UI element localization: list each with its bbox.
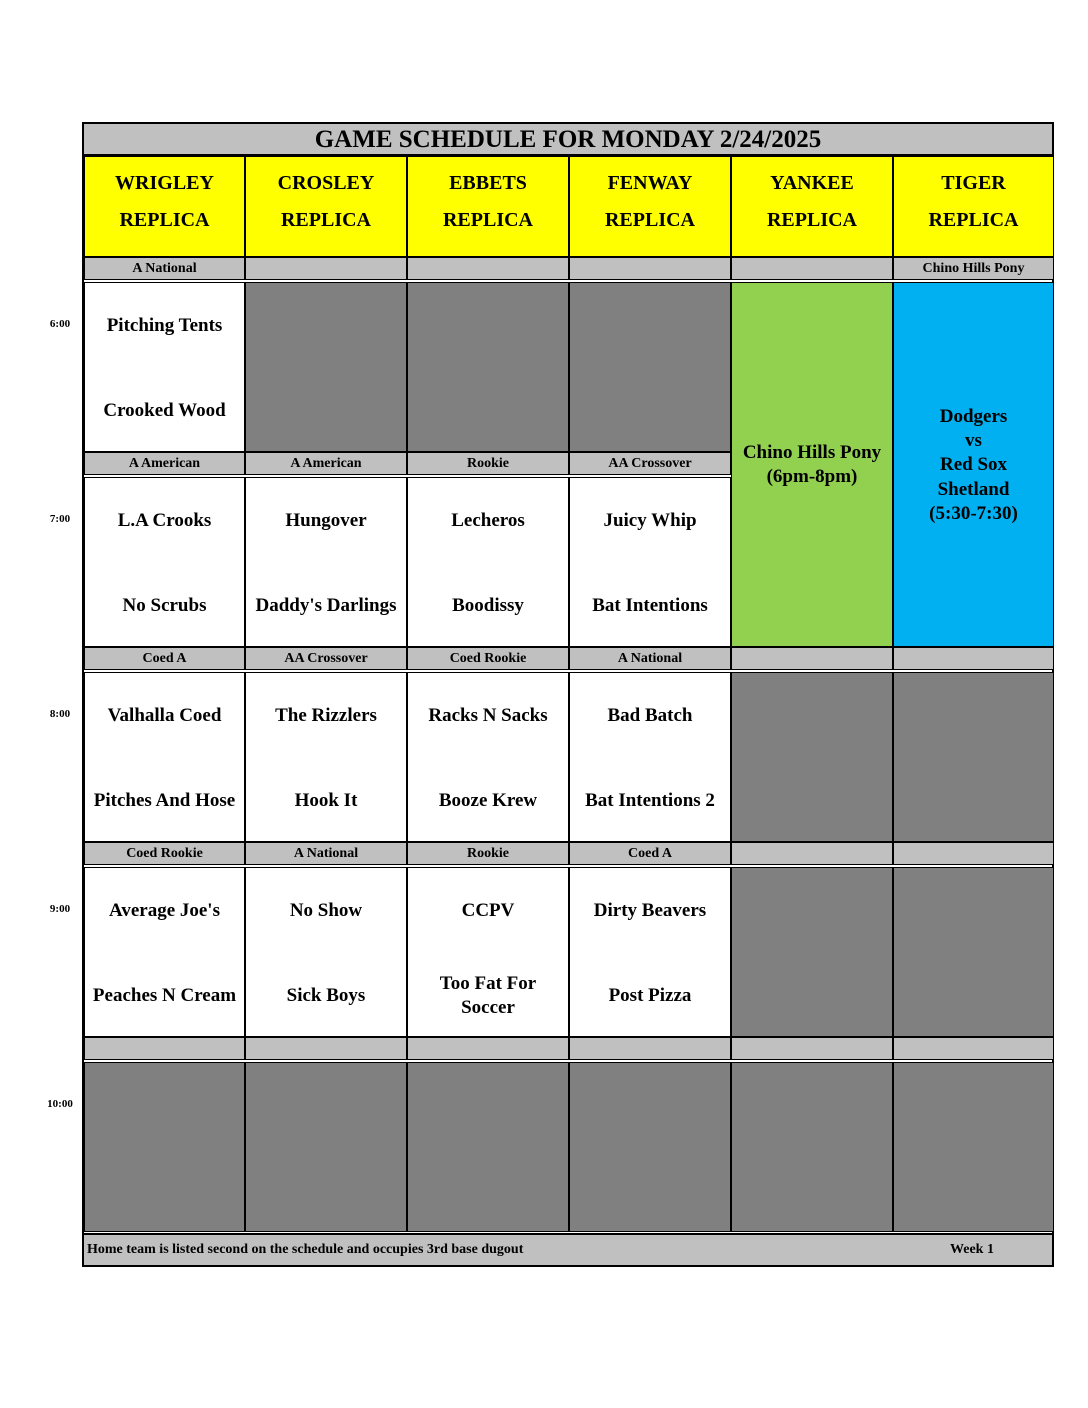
- division-label: [893, 647, 1054, 670]
- home-team: Bat Intentions 2: [585, 790, 715, 811]
- closed-slot: [407, 282, 569, 452]
- division-label: Rookie: [407, 842, 569, 865]
- footer-note: Home team is listed second on the schedule and occupies 3rd base dugout: [87, 1242, 524, 1257]
- division-label: Coed Rookie: [84, 842, 245, 865]
- time-label: 7:00: [49, 513, 71, 525]
- division-label: Coed A: [569, 842, 731, 865]
- tiger-block-line3: Red Sox: [939, 454, 1008, 475]
- home-team: Too Fat For Soccer: [439, 973, 537, 1018]
- division-label: [407, 257, 569, 280]
- division-label: A American: [245, 452, 407, 475]
- away-team: No Show: [289, 900, 363, 921]
- field-header-wrigley: [84, 156, 245, 257]
- game-cell: [569, 477, 731, 647]
- week-label: Week 1: [950, 1242, 994, 1257]
- field-header-ebbets: [407, 156, 569, 257]
- division-label: Coed Rookie: [407, 647, 569, 670]
- game-cell: [407, 477, 569, 647]
- game-cell: [245, 867, 407, 1037]
- home-team: Sick Boys: [286, 985, 366, 1006]
- tiger-block-line2: vs: [965, 430, 982, 451]
- division-label: [569, 257, 731, 280]
- tiger-block-line1: Dodgers: [939, 406, 1008, 427]
- division-label: [245, 1037, 407, 1060]
- closed-slot: [569, 282, 731, 452]
- closed-slot: [84, 1062, 245, 1232]
- division-label: Rookie: [407, 452, 569, 475]
- game-cell: [84, 282, 245, 452]
- closed-slot: [893, 867, 1054, 1037]
- game-cell: [407, 672, 569, 842]
- away-team: Bad Batch: [607, 705, 693, 726]
- field-header-fenway: [569, 156, 731, 257]
- field-sub: REPLICA: [766, 209, 857, 231]
- field-name: EBBETS: [449, 172, 527, 194]
- home-team: No Scrubs: [122, 595, 207, 616]
- home-team: Booze Krew: [438, 790, 538, 811]
- game-cell: [84, 867, 245, 1037]
- closed-slot: [731, 1062, 893, 1232]
- division-label: AA Crossover: [569, 452, 731, 475]
- closed-slot: [731, 867, 893, 1037]
- time-label: 6:00: [49, 318, 71, 330]
- away-team: Juicy Whip: [603, 510, 697, 531]
- field-name: YANKEE: [770, 172, 854, 194]
- division-label: [731, 257, 893, 280]
- game-cell: [569, 867, 731, 1037]
- field-header-yankee: [731, 156, 893, 257]
- division-label: A National: [84, 257, 245, 280]
- home-team: Bat Intentions: [592, 595, 708, 616]
- tiger-block-line4: Shetland: [937, 479, 1010, 500]
- yankee-pony-block: [731, 282, 893, 647]
- division-label: [893, 842, 1054, 865]
- yankee-block-line1: Chino Hills Pony: [742, 442, 882, 463]
- game-cell: [569, 672, 731, 842]
- time-label: 9:00: [49, 903, 71, 915]
- division-label: A National: [569, 647, 731, 670]
- game-cell: [245, 477, 407, 647]
- game-cell: [245, 672, 407, 842]
- closed-slot: [569, 1062, 731, 1232]
- home-team: Crooked Wood: [103, 400, 226, 421]
- closed-slot: [407, 1062, 569, 1232]
- division-label: [569, 1037, 731, 1060]
- home-team: Post Pizza: [608, 985, 692, 1006]
- home-team: Pitches And Hose: [93, 790, 236, 811]
- field-header-tiger: [893, 156, 1054, 257]
- game-cell: [84, 477, 245, 647]
- division-label: [84, 1037, 245, 1060]
- away-team: The Rizzlers: [275, 705, 377, 726]
- yankee-block-line2: (6pm-8pm): [766, 466, 858, 487]
- home-team: Peaches N Cream: [92, 985, 237, 1006]
- field-sub: REPLICA: [928, 209, 1019, 231]
- tiger-shetland-block: [893, 282, 1054, 647]
- footer-bar: [84, 1233, 1052, 1265]
- away-team: Dirty Beavers: [593, 900, 707, 921]
- game-cell: [84, 672, 245, 842]
- division-label: Coed A: [84, 647, 245, 670]
- division-label: [245, 257, 407, 280]
- game-cell: [407, 867, 569, 1037]
- division-label: A American: [84, 452, 245, 475]
- page-title: GAME SCHEDULE FOR MONDAY 2/24/2025: [84, 124, 1052, 156]
- closed-slot: [893, 1062, 1054, 1232]
- time-label: 8:00: [49, 708, 71, 720]
- away-team: Hungover: [285, 510, 367, 531]
- division-label: AA Crossover: [245, 647, 407, 670]
- away-team: CCPV: [461, 900, 515, 921]
- away-team: Valhalla Coed: [107, 705, 222, 726]
- field-sub: REPLICA: [119, 209, 210, 231]
- closed-slot: [731, 672, 893, 842]
- home-team: Hook It: [294, 790, 358, 811]
- away-team: Average Joe's: [109, 900, 220, 921]
- field-name: CROSLEY: [277, 172, 375, 194]
- field-name: FENWAY: [607, 172, 693, 194]
- division-label: [893, 1037, 1054, 1060]
- away-team: Pitching Tents: [106, 315, 223, 336]
- field-name: TIGER: [941, 172, 1006, 194]
- field-sub: REPLICA: [280, 209, 371, 231]
- home-team: Boodissy: [452, 595, 524, 616]
- closed-slot: [245, 282, 407, 452]
- division-label: [407, 1037, 569, 1060]
- away-team: Racks N Sacks: [428, 705, 548, 726]
- field-header-crosley: [245, 156, 407, 257]
- away-team: Lecheros: [451, 510, 525, 531]
- time-label: 10:00: [47, 1098, 73, 1110]
- field-sub: REPLICA: [604, 209, 695, 231]
- division-label: [731, 1037, 893, 1060]
- closed-slot: [245, 1062, 407, 1232]
- field-name: WRIGLEY: [115, 172, 214, 194]
- closed-slot: [893, 672, 1054, 842]
- away-team: L.A Crooks: [117, 510, 212, 531]
- field-sub: REPLICA: [442, 209, 533, 231]
- division-label: A National: [245, 842, 407, 865]
- home-team: Daddy's Darlings: [255, 595, 397, 616]
- division-label: [731, 647, 893, 670]
- division-label: Chino Hills Pony: [893, 257, 1054, 280]
- tiger-block-line5: (5:30-7:30): [929, 503, 1018, 524]
- division-label: [731, 842, 893, 865]
